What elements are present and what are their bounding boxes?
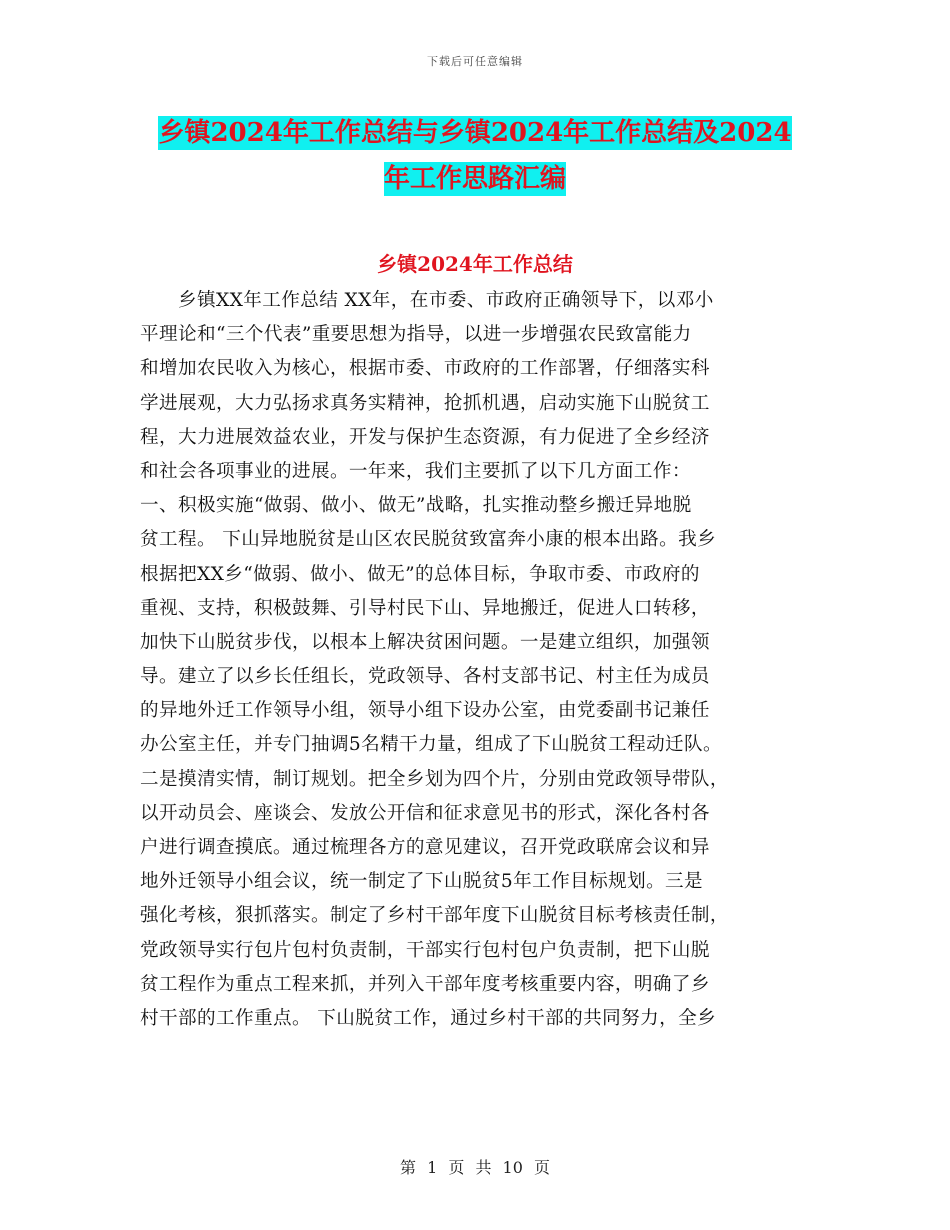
title-line-2: 年工作思路汇编 <box>383 164 566 194</box>
page-number: 第 1 页 共 10 页 <box>400 1158 550 1177</box>
section-heading: 乡镇2024年工作总结 <box>377 252 573 276</box>
body-text <box>140 284 812 1036</box>
body-line: 重视、支持，积极鼓舞、引导村民下山、异地搬迁，促进人口转移， <box>140 597 710 619</box>
body-line: 党政领导实行包片包村负责制，干部实行包村包户负责制，把下山脱 <box>140 939 710 961</box>
page-header-note: 下载后可任意编辑 <box>427 55 523 68</box>
body-line: 加快下山脱贫步伐，以根本上解决贫困问题。一是建立组织，加强领 <box>140 631 710 653</box>
document-title <box>140 110 810 202</box>
body-line: 导。建立了以乡长任组长，党政领导、各村支部书记、村主任为成员 <box>140 666 710 688</box>
body-line: 办公室主任，并专门抽调5名精干力量，组成了下山脱贫工程动迁队。 <box>140 734 723 756</box>
body-line: 贫工程作为重点工程来抓，并列入干部年度考核重要内容，明确了乡 <box>140 973 710 995</box>
body-line: 一、积极实施“做弱、做小、做无”战略，扎实推动整乡搬迁异地脱 <box>140 495 692 517</box>
body-line: 学进展观，大力弘扬求真务实精神，抢抓机遇，启动实施下山脱贫工 <box>140 392 710 414</box>
body-line: 根据把XX乡“做弱、做小、做无”的总体目标，争取市委、市政府的 <box>140 563 700 585</box>
body-line: 和增加农民收入为核心，根据市委、市政府的工作部署，仔细落实科 <box>140 358 710 380</box>
body-line: 乡镇XX年工作总结 XX年，在市委、市政府正确领导下，以邓小 <box>140 290 714 311</box>
body-line: 以开动员会、座谈会、发放公开信和征求意见书的形式，深化各村各 <box>140 802 710 824</box>
body-line: 户进行调查摸底。通过梳理各方的意见建议，召开党政联席会议和异 <box>140 837 710 858</box>
body-line: 村干部的工作重点。 下山脱贫工作，通过乡村干部的共同努力，全乡 <box>140 1007 717 1029</box>
body-line: 平理论和“三个代表”重要思想为指导，以进一步增强农民致富能力 <box>140 324 692 346</box>
body-line: 二是摸清实情，制订规划。把全乡划为四个片，分别由党政领导带队， <box>140 768 729 790</box>
body-line: 强化考核，狠抓落实。制定了乡村干部年度下山脱贫目标考核责任制， <box>140 905 729 927</box>
title-line-1: 乡镇2024年工作总结与乡镇2024年工作总结及2024 <box>158 118 792 148</box>
body-line: 程，大力进展效益农业，开发与保护生态资源，有力促进了全乡经济 <box>140 426 710 448</box>
body-line: 地外迁领导小组会议，统一制定了下山脱贫5年工作目标规划。三是 <box>140 871 704 893</box>
body-line: 的异地外迁工作领导小组，领导小组下设办公室，由党委副书记兼任 <box>140 700 710 722</box>
body-line: 贫工程。 下山异地脱贫是山区农民脱贫致富奔小康的根本出路。我乡 <box>140 529 717 551</box>
body-line: 和社会各项事业的进展。一年来，我们主要抓了以下几方面工作： <box>140 460 691 482</box>
